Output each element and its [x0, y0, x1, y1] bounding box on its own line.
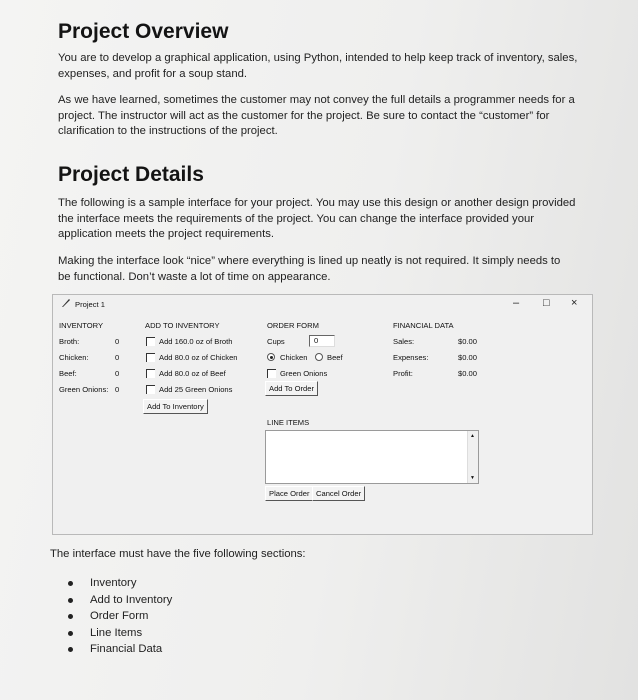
overview-paragraph-1: [58, 51, 588, 82]
list-item: [68, 575, 172, 592]
profit-label: Profit:: [393, 369, 413, 378]
list-item-label: Inventory: [90, 577, 137, 589]
sections-intro: The interface must have the five following sections:: [50, 548, 306, 560]
details-paragraph-1: [58, 196, 588, 243]
list-item: [68, 608, 172, 625]
scroll-down-icon[interactable]: ▼: [470, 475, 475, 481]
close-button[interactable]: ×: [571, 297, 578, 309]
sales-label: Sales:: [393, 337, 415, 346]
add-chicken-checkbox[interactable]: [146, 353, 155, 362]
text-line: The following is a sample interface for your project. You may use this design or another design provided: [58, 197, 576, 209]
minimize-button[interactable]: –: [513, 297, 520, 309]
line-items-textbox[interactable]: [265, 430, 479, 484]
order-form-heading: ORDER FORM: [267, 321, 319, 330]
expenses-value: $0.00: [458, 353, 478, 362]
text-line: You are to develop a graphical application, using Python, intended to help keep track of inventory, sales,: [58, 52, 578, 64]
inventory-green-onions-label: Green Onions:: [59, 385, 109, 394]
text-line: the interface meets the requirements of the project. You can change the interface provided your: [58, 212, 535, 225]
scroll-up-icon[interactable]: ▲: [470, 433, 475, 439]
green-onions-checkbox[interactable]: [267, 369, 276, 378]
inventory-broth-label: Broth:: [59, 337, 80, 346]
add-chicken-label: Add 80.0 oz of Chicken: [159, 353, 238, 362]
green-onions-label: Green Onions: [280, 369, 328, 378]
text-line: expenses, and profit for a soup stand.: [58, 67, 248, 80]
bullet-icon: [68, 631, 73, 636]
bullet-icon: [68, 598, 73, 603]
inventory-heading: INVENTORY: [59, 321, 104, 330]
list-item-label: Order Form: [90, 610, 149, 623]
list-item-label: Add to Inventory: [90, 593, 173, 606]
add-broth-checkbox[interactable]: [146, 337, 155, 346]
text-line: application meets the project requirements.: [58, 228, 275, 240]
text-line: project. The instructor will act as the customer for the project. Be sure to contact the “customer” for: [58, 109, 550, 122]
cups-input[interactable]: [309, 335, 335, 347]
inventory-beef-label: Beef:: [59, 369, 77, 378]
overview-paragraph-2: [58, 93, 588, 140]
heading-project-details: Project Details: [58, 163, 204, 186]
window-titlebar: [53, 295, 592, 312]
beef-radio-label: Beef: [327, 353, 343, 362]
chicken-radio[interactable]: [267, 353, 275, 361]
bullet-icon: [68, 581, 73, 586]
add-to-inventory-button[interactable]: Add To Inventory: [143, 399, 208, 414]
add-beef-checkbox[interactable]: [146, 369, 155, 378]
inventory-beef-value: 0: [115, 369, 120, 378]
inventory-chicken-value: 0: [115, 353, 120, 362]
inventory-chicken-label: Chicken:: [59, 353, 89, 362]
list-item: [68, 592, 172, 609]
list-item: [68, 641, 172, 658]
list-item-label: Financial Data: [90, 643, 163, 656]
add-green-onions-label: Add 25 Green Onions: [159, 385, 233, 394]
add-broth-label: Add 160.0 oz of Broth: [159, 337, 233, 346]
text-line: be functional. Don’t waste a lot of time on appearance.: [58, 270, 331, 283]
feather-icon: [61, 298, 71, 308]
list-item: [68, 625, 172, 642]
beef-radio[interactable]: [315, 353, 323, 361]
add-inventory-heading: ADD TO INVENTORY: [145, 321, 220, 330]
text-line: As we have learned, sometimes the customer may not convey the full details a programmer needs for a: [58, 94, 575, 106]
place-order-button[interactable]: Place Order: [265, 486, 314, 501]
list-item-label: Line Items: [90, 626, 143, 639]
inventory-broth-value: 0: [115, 337, 120, 346]
line-items-scrollbar[interactable]: [467, 431, 478, 483]
cancel-order-button[interactable]: Cancel Order: [312, 486, 365, 501]
heading-project-overview: Project Overview: [58, 20, 229, 43]
bullet-icon: [68, 614, 73, 619]
window-title: Project 1: [75, 300, 105, 309]
cups-input-value: 0: [314, 336, 319, 345]
financial-data-heading: FINANCIAL DATA: [393, 321, 454, 330]
chicken-radio-label: Chicken: [280, 353, 308, 362]
add-green-onions-checkbox[interactable]: [146, 385, 155, 394]
add-to-order-button[interactable]: Add To Order: [265, 381, 318, 396]
add-beef-label: Add 80.0 oz of Beef: [159, 369, 226, 378]
cups-label: Cups: [267, 337, 285, 346]
details-paragraph-2: [58, 254, 588, 285]
line-items-heading: LINE ITEMS: [267, 418, 310, 427]
expenses-label: Expenses:: [393, 353, 429, 362]
sample-interface-window: [52, 294, 593, 535]
maximize-button[interactable]: □: [543, 297, 550, 309]
text-line: Making the interface look “nice” where everything is lined up neatly is not required. It simply needs to: [58, 255, 561, 267]
bullet-icon: [68, 647, 73, 652]
sections-list: [68, 575, 172, 658]
inventory-green-onions-value: 0: [115, 385, 120, 394]
profit-value: $0.00: [458, 369, 478, 378]
sales-value: $0.00: [458, 337, 478, 346]
text-line: clarification to the instructions of the project.: [58, 125, 278, 137]
